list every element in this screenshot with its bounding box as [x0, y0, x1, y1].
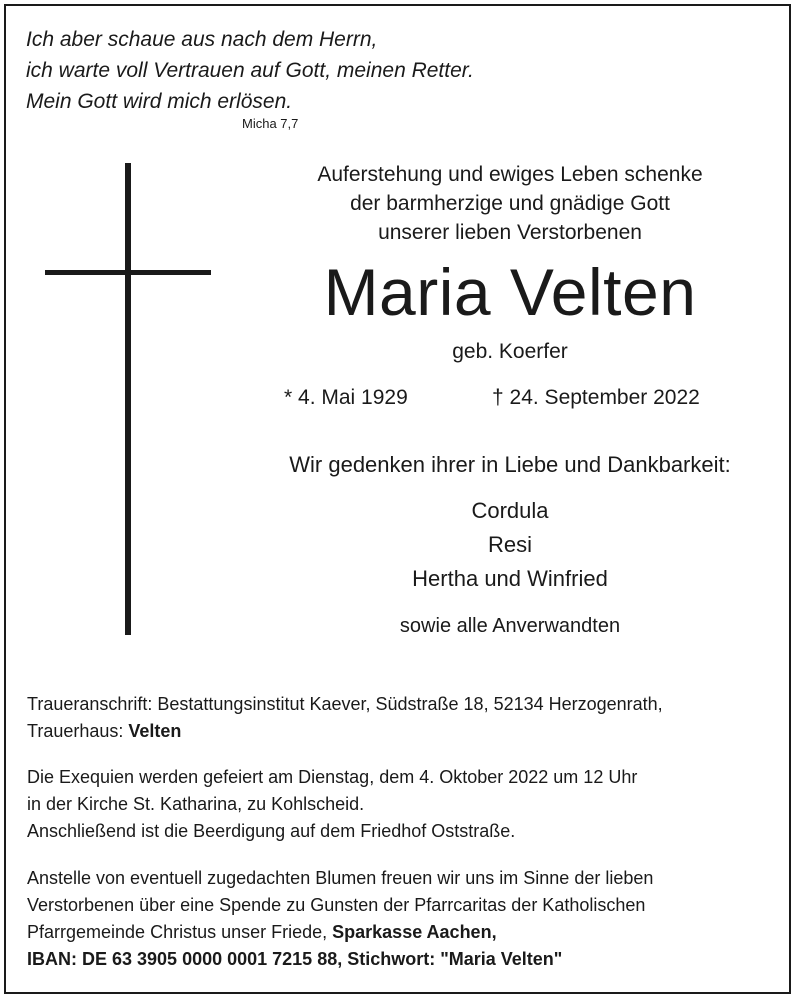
cross-horizontal-bar: [45, 270, 211, 275]
remembrance-line: Wir gedenken ihrer in Liebe und Dankbarkeit:: [289, 452, 731, 477]
address-line: Traueranschrift: Bestattungsinstitut Kaever, Südstraße 18, 52134 Herzogenrath,: [27, 694, 663, 714]
intro-text: [317, 160, 702, 247]
mourner-name: Resi: [487, 532, 532, 557]
cross-vertical-bar: [125, 163, 131, 635]
donation-line: [27, 919, 653, 946]
service-line: Anschließend ist die Beerdigung auf dem Friedhof Oststraße.: [27, 821, 516, 841]
verse-line: Ich aber schaue aus nach dem Herrn,: [26, 28, 378, 51]
birth-date: [284, 384, 408, 412]
mourning-house-label: Trauerhaus:: [27, 721, 129, 741]
mourning-address: [27, 691, 663, 745]
service-line: Die Exequien werden gefeiert am Dienstag, dem 4. Oktober 2022 um 12 Uhr: [27, 767, 638, 787]
notice-frame: [4, 4, 791, 994]
bank-name: Sparkasse Aachen,: [332, 922, 497, 942]
intro-line: unserer lieben Verstorbenen: [378, 221, 642, 244]
verse-reference: Micha 7,7: [242, 116, 299, 131]
deceased-name: Maria Velten: [323, 255, 697, 329]
mourning-house-line: [27, 718, 663, 745]
donation-info: [27, 865, 653, 973]
dagger-icon: †: [492, 386, 504, 409]
death-date: [492, 384, 700, 412]
bible-verse: [26, 24, 474, 117]
mourners-list: [412, 494, 608, 596]
donation-line: Anstelle von eventuell zugedachten Blumen freuen wir uns im Sinne der lieben: [27, 868, 654, 888]
birth-date-value: 4. Mai 1929: [298, 386, 408, 409]
verse-line: ich warte voll Vertrauen auf Gott, meinen Retter.: [26, 59, 474, 82]
death-date-value: 24. September 2022: [509, 386, 700, 409]
service-line: in der Kirche St. Katharina, zu Kohlscheid.: [27, 794, 365, 814]
donation-iban-line: [27, 946, 653, 973]
intro-line: Auferstehung und ewiges Leben schenke: [317, 163, 703, 186]
iban: IBAN: DE 63 3905 0000 0001 7215 88, Stichwort: "Maria Velten": [27, 949, 563, 969]
relatives-line: sowie alle Anverwandten: [399, 615, 621, 637]
mourning-house-name: Velten: [128, 721, 182, 741]
service-info: [27, 764, 637, 845]
maiden-name: geb. Koerfer: [452, 340, 568, 363]
verse-line: Mein Gott wird mich erlösen.: [26, 90, 293, 113]
intro-line: der barmherzige und gnädige Gott: [350, 192, 670, 215]
donation-text: Pfarrgemeinde Christus unser Friede,: [27, 922, 333, 942]
asterisk-icon: *: [284, 386, 293, 409]
donation-line: Verstorbenen über eine Spende zu Gunsten der Pfarrcaritas der Katholischen: [27, 895, 646, 915]
mourner-name: Cordula: [471, 498, 549, 523]
mourner-name: Hertha und Winfried: [412, 566, 608, 591]
